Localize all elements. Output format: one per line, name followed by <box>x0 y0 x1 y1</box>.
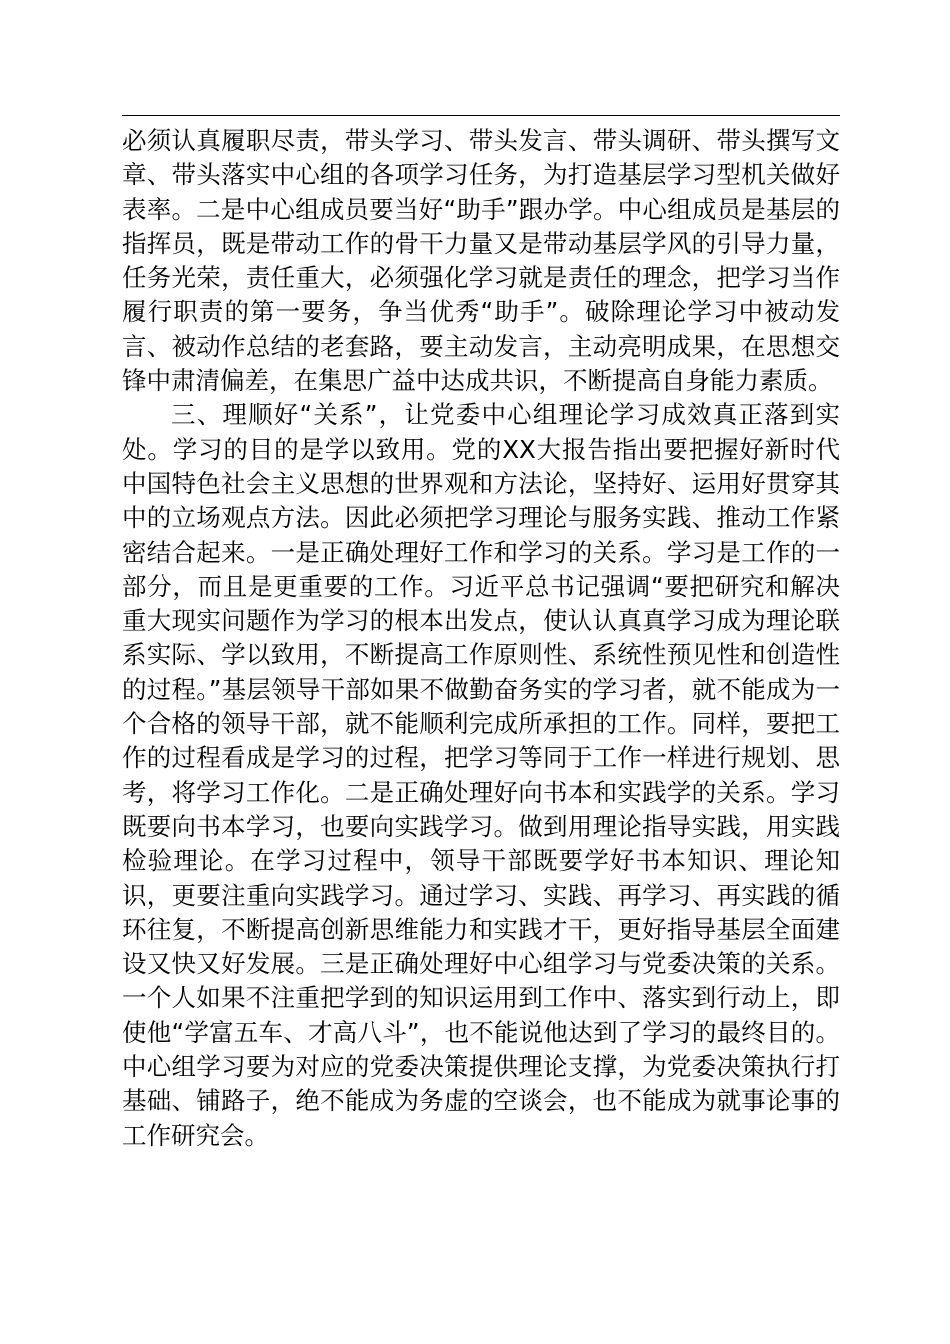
header-rule <box>122 115 840 116</box>
paragraph-continued: 必须认真履职尽责，带头学习、带头发言、带头调研、带头撰写文章、带头落实中心组的各项学习任务，为打造基层学习型机关做好表率。二是中心组成员要当好“助手”跟办学。中心组成员是基层的指挥员，既是带动工作的骨干力量又是带动基层学风的引导力量，任务光荣，责任重大，必须强化学习就是责任的理念，把学习当作履行职责的第一要务，争当优秀“助手”。破除理论学习中被动发言、被动作总结的老套路，要主动发言，主动亮明成果，在思想交锋中肃清偏差，在集思广益中达成共识，不断提高自身能力素质。 <box>122 126 840 396</box>
document-body <box>122 124 840 1153</box>
paragraph-section-three: 三、理顺好“关系”，让党委中心组理论学习成效真正落到实处。学习的目的是学以致用。党的XX大报告指出要把握好新时代中国特色社会主义思想的世界观和方法论，坚持好、运用好贯穿其中的立场观点方法。因此必须把学习理论与服务实践、推动工作紧密结合起来。一是正确处理好工作和学习的关系。学习是工作的一部分，而且是更重要的工作。习近平总书记强调“要把研究和解决重大现实问题作为学习的根本出发点，使认认真真学习成为理论联系实际、学以致用，不断提高工作原则性、系统性预见性和创造性的过程。”基层领导干部如果不做勤奋务实的学习者，就不能成为一个合格的领导干部，就不能顺利完成所承担的工作。同样，要把工作的过程看成是学习的过程，把学习等同于工作一样进行规划、思考，将学习工作化。二是正确处理好向书本和实践学的关系。学习既要向书本学习，也要向实践学习。做到用理论指导实践，用实践检验理论。在学习过程中，领导干部既要学好书本知识、理论知识，更要注重向实践学习。通过学习、实践、再学习、再实践的循环往复，不断提高创新思维能力和实践才干，更好指导基层全面建设又快又好发展。三是正确处理好中心组学习与党委决策的关系。一个人如果不注重把学到的知识运用到工作中、落实到行动上，即使他“学富五车、才高八斗”，也不能说他达到了学习的最终目的。中心组学习要为对应的党委决策提供理论支撑，为党委决策执行打基础、铺路子，绝不能成为务虚的空谈会，也不能成为就事论事的工作研究会。 <box>122 400 840 1150</box>
